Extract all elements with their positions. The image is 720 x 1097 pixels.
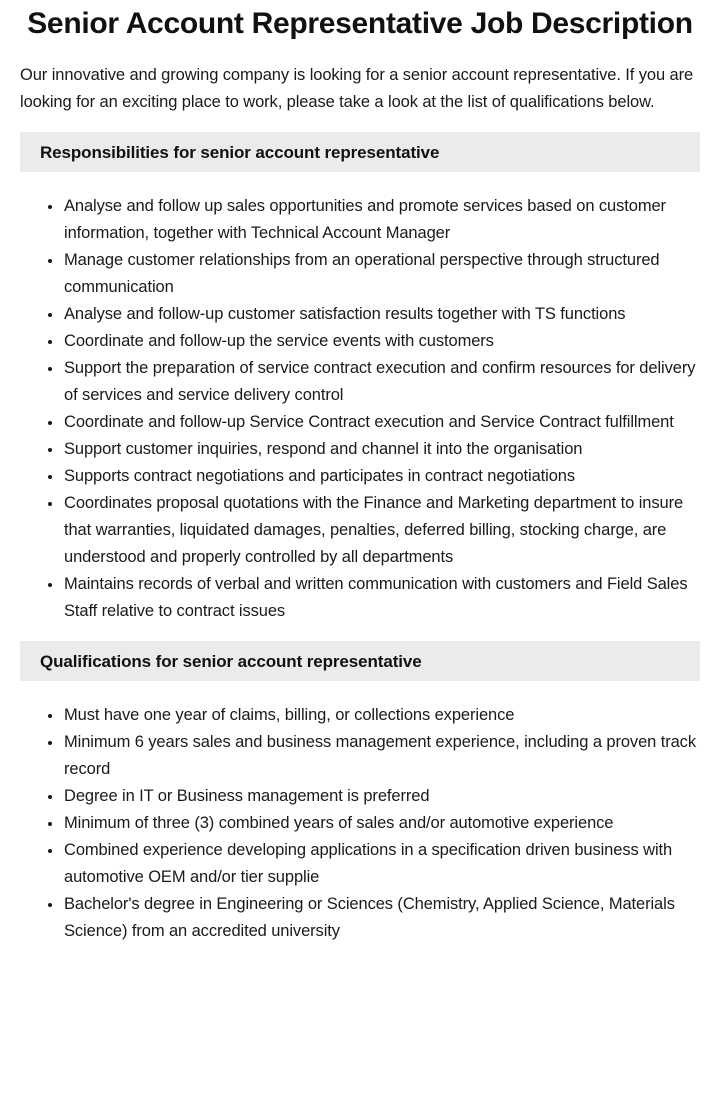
section-qualifications	[20, 641, 700, 945]
list-item: • Coordinates proposal quotations with the Finance and Marketing department to insure that warranties, liquidated damages, penalties, deferred billing, stocking charge, are understood and properly controlled by all departments	[63, 490, 700, 571]
list-item: • Support the preparation of service contract execution and confirm resources for delivery of services and service delivery control	[63, 355, 700, 409]
job-description-page	[0, 6, 720, 945]
page-title: Senior Account Representative Job Description	[27, 7, 693, 40]
list-item: • Analyse and follow-up customer satisfaction results together with TS functions	[63, 301, 700, 328]
list-item: • Manage customer relationships from an operational perspective through structured communication	[63, 247, 700, 301]
list-item: • Coordinate and follow-up the service events with customers	[63, 328, 700, 355]
section-responsibilities	[20, 132, 700, 625]
list-item: • Analyse and follow up sales opportunities and promote services based on customer information, together with Technical Account Manager	[63, 193, 700, 247]
list-item: • Degree in IT or Business management is preferred	[63, 783, 700, 810]
list-item: • Supports contract negotiations and participates in contract negotiations	[63, 463, 700, 490]
responsibilities-list	[20, 193, 700, 625]
list-item: • Coordinate and follow-up Service Contract execution and Service Contract fulfillment	[63, 409, 700, 436]
list-item: • Combined experience developing applications in a specification driven business with automotive OEM and/or tier supplie	[63, 837, 700, 891]
intro-paragraph: Our innovative and growing company is looking for a senior account representative. If you are looking for an exciting place to work, please take a look at the list of qualifications below.	[20, 66, 694, 111]
list-item: • Must have one year of claims, billing, or collections experience	[63, 702, 700, 729]
list-item: • Bachelor's degree in Engineering or Sciences (Chemistry, Applied Science, Materials Science) from an accredited university	[63, 891, 700, 945]
list-item: • Maintains records of verbal and written communication with customers and Field Sales Staff relative to contract issues	[63, 571, 700, 625]
list-item: • Minimum of three (3) combined years of sales and/or automotive experience	[63, 810, 700, 837]
responsibilities-section-heading: Responsibilities for senior account representative	[20, 132, 700, 172]
list-item: • Minimum 6 years sales and business management experience, including a proven track record	[63, 729, 700, 783]
qualifications-section-heading: Qualifications for senior account representative	[20, 641, 700, 681]
list-item: • Support customer inquiries, respond and channel it into the organisation	[63, 436, 700, 463]
qualifications-list	[20, 702, 700, 945]
